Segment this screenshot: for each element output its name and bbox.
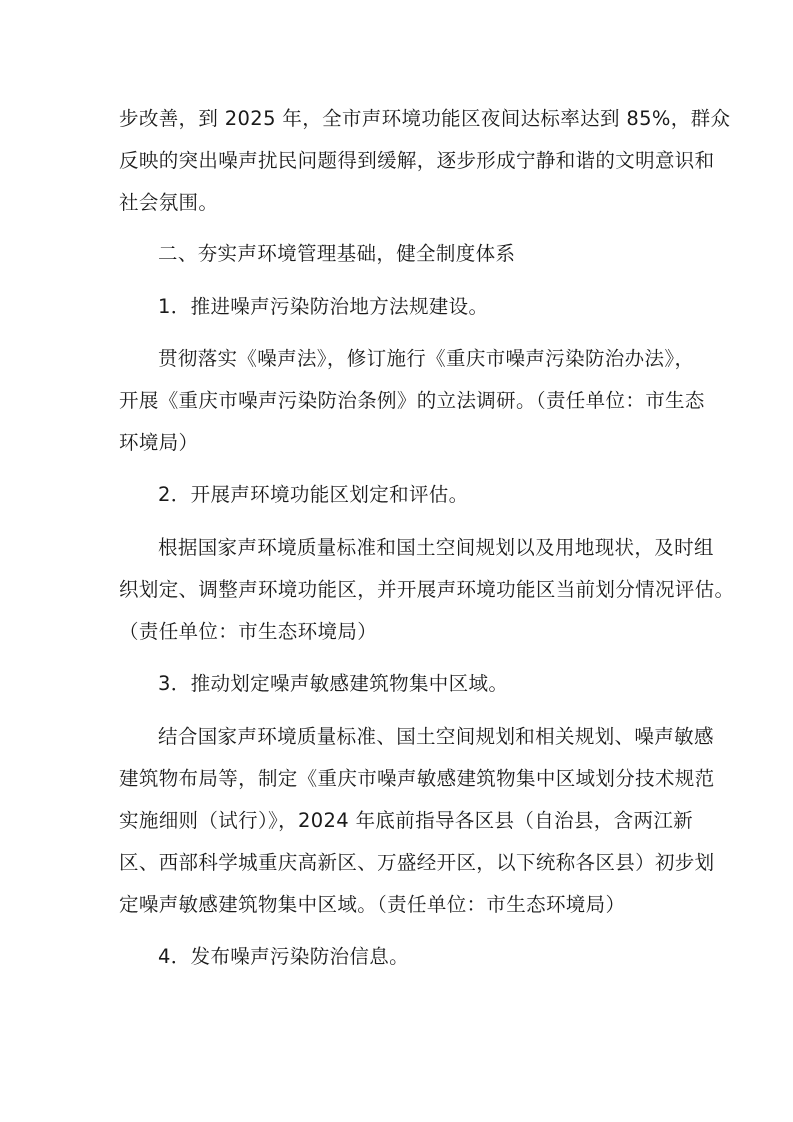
subsection-heading: 3．推动划定噪声敏感建筑物集中区域。 <box>158 672 509 695</box>
paragraph-line: 织划定、调整声环境功能区，并开展声环境功能区当前划分情况评估。 <box>119 578 735 601</box>
paragraph-line: 区、西部科学城重庆高新区、万盛经开区，以下统称各区县）初步划 <box>119 851 715 874</box>
paragraph-line: 开展《重庆市噪声污染防治条例》的立法调研。（责任单位：市生态 <box>119 389 705 412</box>
paragraph-line: 建筑物布局等，制定《重庆市噪声敏感建筑物集中区域划分技术规范 <box>119 767 715 790</box>
paragraph-line: 根据国家声环境质量标准和国土空间规划以及用地现状，及时组 <box>158 536 714 559</box>
subsection-heading: 1．推进噪声污染防治地方法规建设。 <box>158 295 489 318</box>
section-heading: 二、夯实声环境管理基础，健全制度体系 <box>158 242 516 265</box>
subsection-heading: 4．发布噪声污染防治信息。 <box>158 945 409 968</box>
paragraph-line: （责任单位：市生态环境局） <box>119 620 378 643</box>
paragraph-line: 环境局） <box>119 431 199 454</box>
paragraph-line: 反映的突出噪声扰民问题得到缓解，逐步形成宁静和谐的文明意识和 <box>119 149 715 172</box>
paragraph-line: 社会氛围。 <box>119 191 219 214</box>
subsection-heading: 2．开展声环境功能区划定和评估。 <box>158 483 469 506</box>
paragraph-line: 步改善，到 2025 年，全市声环境功能区夜间达标率达到 85%，群众 <box>119 107 731 130</box>
paragraph-line: 定噪声敏感建筑物集中区域。（责任单位：市生态环境局） <box>119 893 626 916</box>
paragraph-line: 结合国家声环境质量标准、国土空间规划和相关规划、噪声敏感 <box>158 725 714 748</box>
paragraph-line: 贯彻落实《噪声法》，修订施行《重庆市噪声污染防治办法》， <box>158 347 695 370</box>
paragraph-line: 实施细则（试行）》，2024 年底前指导各区县（自治县，含两江新 <box>119 809 694 832</box>
